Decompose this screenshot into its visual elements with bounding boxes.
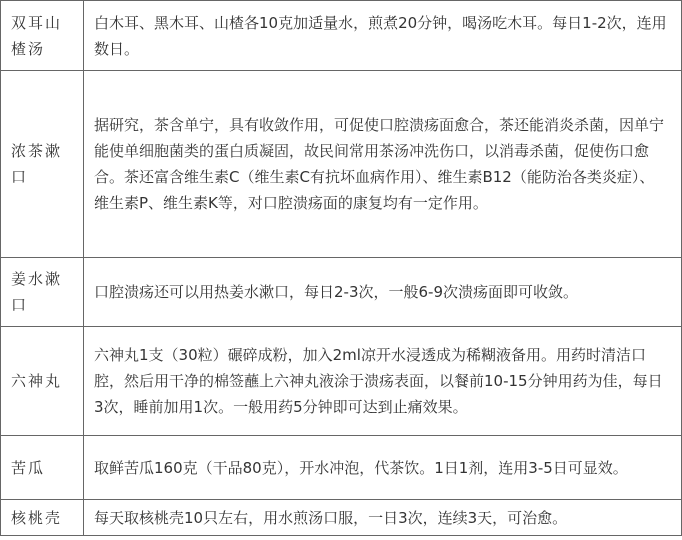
remedy-description-cell <box>84 1 682 71</box>
remedy-description-cell <box>84 500 682 536</box>
remedy-name: 苦瓜 <box>11 458 46 477</box>
remedy-description-cell <box>84 71 682 258</box>
table-row <box>1 500 682 536</box>
remedy-description: 口腔溃疡还可以用热姜水漱口，每日2-3次，一般6-9次溃疡面即可收敛。 <box>94 283 579 301</box>
remedy-description-cell <box>84 327 682 436</box>
table-row <box>1 436 682 500</box>
remedy-description: 六神丸1支（30粒）碾碎成粉，加入2ml凉开水浸透成为稀糊液备用。用药时清洁口腔，然后用干净的棉签蘸上六神丸液涂于溃疡表面，以餐前10-15分钟用药为佳，每日3次，睡前加用1次。一般用药5分钟即可达到止痛效果。 <box>94 346 663 416</box>
remedy-description: 取鲜苦瓜160克（干品80克），开水冲泡，代茶饮。1日1剂，连用3-5日可显效。 <box>94 458 628 477</box>
remedy-name: 浓茶漱口 <box>11 142 63 186</box>
remedy-name: 姜水漱口 <box>11 270 63 314</box>
remedy-description-cell <box>84 258 682 327</box>
table-row <box>1 1 682 71</box>
remedy-description: 白木耳、黑木耳、山楂各10克加适量水，煎煮20分钟，喝汤吃木耳。每日1-2次，连用数日。 <box>94 13 667 58</box>
table-row <box>1 258 682 327</box>
remedy-name: 六神丸 <box>11 372 63 390</box>
remedy-name-cell <box>1 327 84 436</box>
table-row <box>1 71 682 258</box>
remedy-name-cell <box>1 1 84 71</box>
remedy-description: 据研究，茶含单宁，具有收敛作用，可促使口腔溃疡面愈合，茶还能消炎杀菌，因单宁能使单细胞菌类的蛋白质凝固，故民间常用茶汤冲洗伤口，以消毒杀菌，促使伤口愈合。茶还富含维生素C（维生素C有抗坏血病作用）、维生素B12（能防治各类炎症）、维生素P、维生素K等，对口腔溃疡面的康复均有一定作用。 <box>94 116 665 212</box>
table-row <box>1 327 682 436</box>
remedy-description: 每天取核桃壳10只左右，用水煎汤口服，一日3次，连续3天，可治愈。 <box>94 508 568 527</box>
remedy-name: 核桃壳 <box>11 508 63 527</box>
remedy-name-cell <box>1 258 84 327</box>
remedy-table-body <box>1 1 682 536</box>
remedy-name: 双耳山楂汤 <box>11 13 63 58</box>
remedy-name-cell <box>1 71 84 258</box>
remedy-description-cell <box>84 436 682 500</box>
remedy-name-cell <box>1 436 84 500</box>
remedy-name-cell <box>1 500 84 536</box>
